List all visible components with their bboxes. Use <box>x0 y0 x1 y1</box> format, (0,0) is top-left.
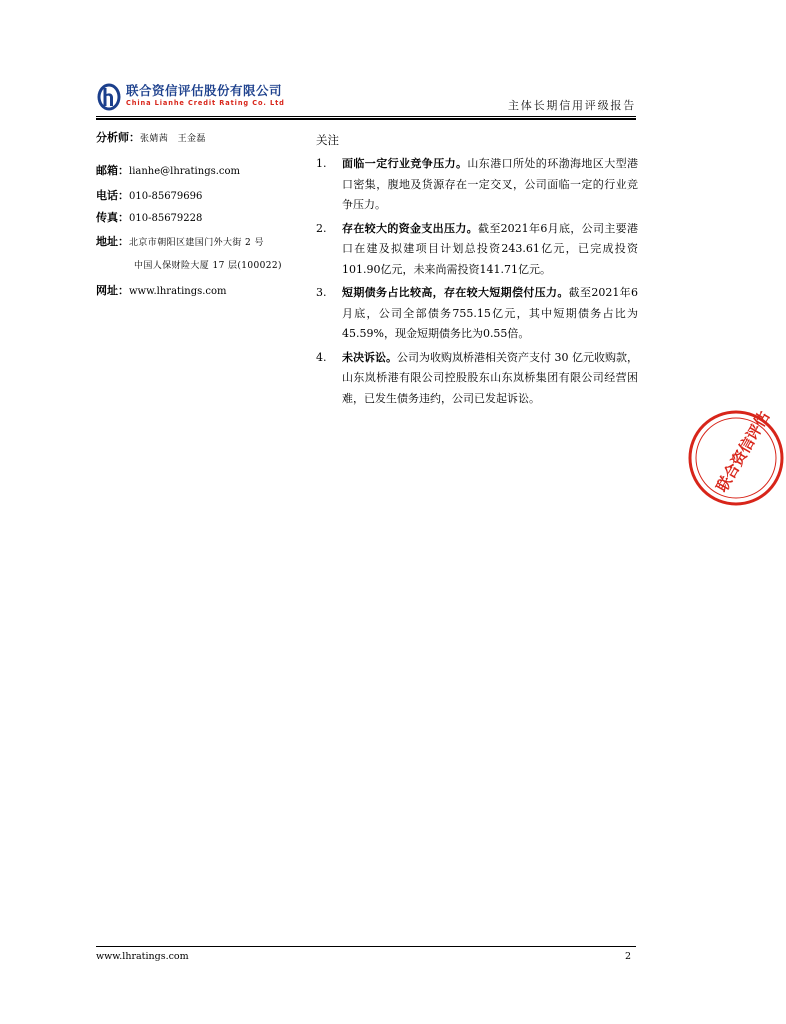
address-row <box>96 235 264 250</box>
concern-heading: 面临一定行业竞争压力。 <box>342 157 468 170</box>
phone-label: 电话： <box>96 189 129 202</box>
email-value: lianhe@lhratings.com <box>129 166 241 177</box>
address-row-2 <box>134 258 282 273</box>
fax-value: 010-85679228 <box>129 213 203 224</box>
footer-website: www.lhratings.com <box>96 951 189 962</box>
concern-heading: 存在较大的资金支出压力。 <box>342 221 478 235</box>
concern-text: 山东港口所处的环渤海地区大型港口密集，腹地及货源存在一定交叉，公司面临一定的行业竞争压力。 <box>342 157 639 211</box>
company-seal-stamp <box>686 408 786 508</box>
website-row <box>96 284 227 299</box>
fax-label: 传真： <box>96 211 129 224</box>
email-row <box>96 164 240 179</box>
concern-number: 4. <box>316 350 327 364</box>
concern-heading: 短期债务占比较高，存在较大短期偿付压力。 <box>342 286 569 299</box>
analyst-label: 分析师： <box>96 131 140 144</box>
concern-item <box>316 154 638 216</box>
phone-value: 010-85679696 <box>129 191 203 202</box>
concern-number: 3. <box>316 286 327 299</box>
report-type-title: 主体长期信用评级报告 <box>508 99 636 112</box>
concern-heading: 未决诉讼。 <box>342 350 397 364</box>
page-number: 2 <box>625 951 632 962</box>
address-line-1: 北京市朝阳区建国门外大街 2 号 <box>129 238 264 248</box>
address-label: 地址： <box>96 235 129 248</box>
website-label: 网址： <box>96 284 129 297</box>
concern-text: 截至2021年6月底，公司全部债务755.15亿元，其中短期债务占比为45.59%，现金短期债务比为0.55倍。 <box>342 286 638 340</box>
email-label: 邮箱： <box>96 164 129 177</box>
concern-text: 公司为收购岚桥港相关资产支付 30 亿元收购款，山东岚桥港有限公司控股股东山东岚桥集团有限公司经营困难，已发生债务违约，公司已发起诉讼。 <box>342 350 638 405</box>
header-divider-thick <box>96 118 636 120</box>
concern-text: 截至2021年6月底，公司主要港口在建及拟建项目计划总投资243.61亿元，已完成投资101.90亿元，未来尚需投资141.71亿元。 <box>342 221 638 276</box>
concern-number: 1. <box>316 157 327 170</box>
header-divider-thin <box>96 116 636 117</box>
concerns-title: 关注 <box>316 133 339 147</box>
fax-row <box>96 211 202 226</box>
address-line-2: 中国人保财险大厦 17 层(100022) <box>134 261 282 271</box>
concern-item <box>316 283 638 345</box>
company-name-cn: 联合资信评估股份有限公司 <box>126 83 283 98</box>
analyst-row <box>96 131 206 146</box>
lianhe-logo-icon <box>96 82 122 112</box>
footer-divider <box>96 946 636 947</box>
svg-text:联合资信评估: 联合资信评估 <box>712 408 774 496</box>
concern-number: 2. <box>316 221 327 235</box>
company-name-en: China Lianhe Credit Rating Co. Ltd <box>126 99 285 107</box>
company-name-block <box>126 84 285 108</box>
website-value: www.lhratings.com <box>129 286 227 297</box>
concern-item <box>316 219 638 281</box>
analyst-names: 张婧茜 王金磊 <box>140 134 206 144</box>
concern-item <box>316 348 638 410</box>
concerns-section <box>316 132 638 409</box>
phone-row <box>96 189 202 204</box>
